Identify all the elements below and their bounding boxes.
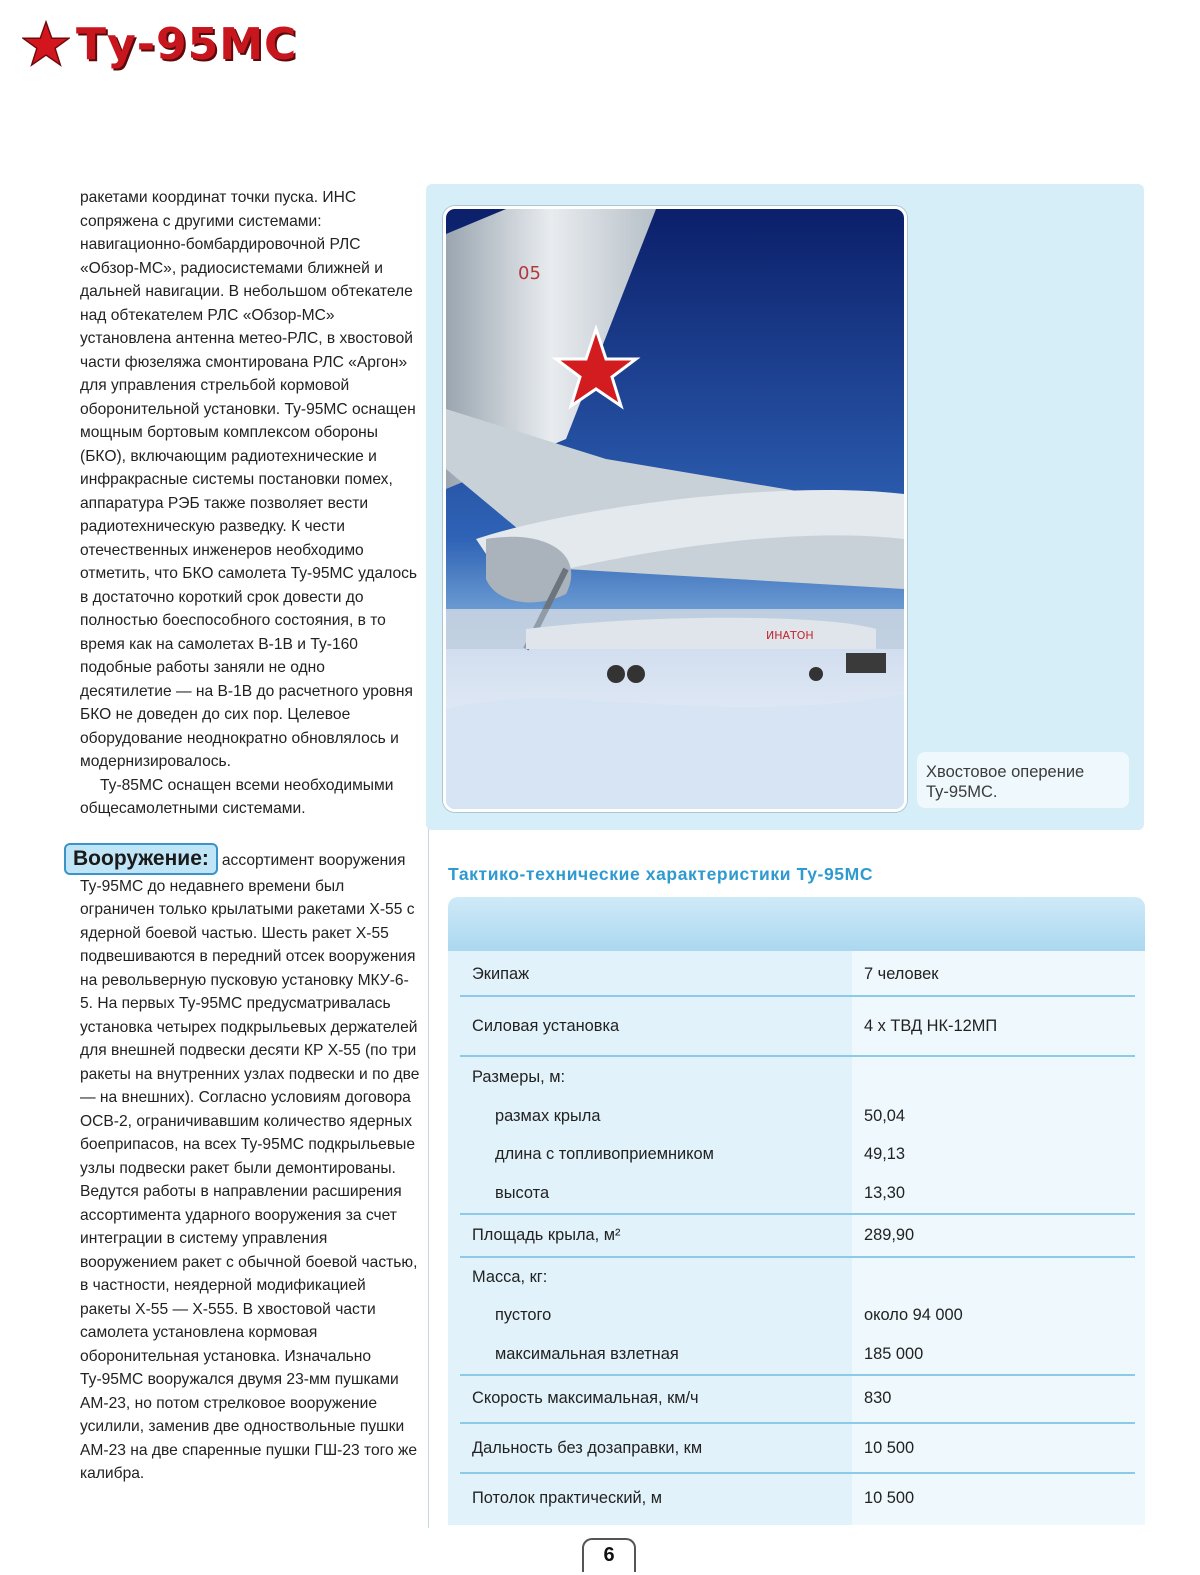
page-number: 6 <box>582 1538 636 1572</box>
row-divider <box>460 1374 1135 1376</box>
row-divider <box>460 1422 1135 1424</box>
fuselage-lettering: ИНАТОН <box>766 629 814 642</box>
armament-heading: Вооружение: <box>64 843 218 875</box>
column-divider <box>428 828 429 1528</box>
spec-row: Экипаж 7 человек <box>472 965 939 983</box>
spec-row: высота 13,30 <box>495 1184 906 1202</box>
aircraft-tail-photo <box>443 206 907 812</box>
spec-row: Дальность без дозаправки, км 10 500 <box>472 1439 915 1457</box>
row-divider <box>460 1472 1135 1474</box>
spec-row: длина с топливоприемником 49,13 <box>495 1145 906 1163</box>
row-divider <box>460 1055 1135 1057</box>
spec-row: Силовая установка 4 x ТВД НК-12МП <box>472 1017 998 1035</box>
article-text-column <box>73 186 420 1486</box>
article-paragraph: Ту-85МС оснащен всеми необходимыми общесамолетными системами. <box>80 776 394 817</box>
specs-table-header <box>448 897 1145 953</box>
armament-section <box>73 843 420 1486</box>
tail-number: 05 <box>518 263 541 284</box>
photo-caption: Хвостовое оперение Ту-95МС. <box>917 752 1129 808</box>
spec-row: Масса, кг: <box>472 1268 548 1286</box>
row-divider <box>460 995 1135 997</box>
spec-row: Скорость максимальная, км/ч 830 <box>472 1389 892 1407</box>
page-header <box>22 14 297 74</box>
armament-text: ассортимент вооружения Ту-95МС до недавнего времени был ограничен только крылатыми ракетами Х-55 с ядерной боевой частью. Шесть ракет Х-55 подвешиваются в передний отсек вооружения на револьверную пусковую установку МКУ-6-5. На первых Ту-95МС предусматривалась установка четырех подкрыльевых держателей для внешней подвески десяти КР Х-55 (по три ракеты на внутренних узлах подвески и по две — на внешних). Согласно условиям договора ОСВ-2, ограничивавшим количество ядерных боеприпасов, на всех Ту-95МС подкрыльевые узлы подвески ракет были демонтированы. Ведутся работы в направлении расширения ассортимента ударного вооружения за счет интеграции в систему управления вооружением ракет с обычной боевой частью, в частности, неядерной модификацией ракеты Х-55 — Х-555. В хвостовой части самолета установлена кормовая оборонительная установка. Изначально Ту-95МС вооружался двумя 23-мм пушками АМ-23, но потом стрелковое вооружение усилили, заменив две одноствольные пушки АМ-23 на две спаренные пушки ГШ-23 того же калибра. <box>80 851 420 1482</box>
article-paragraph: ракетами координат точки пуска. ИНС сопряжена с другими системами: навигационно-бомбардировочной РЛС «Обзор-МС», радиосистемами ближней и дальней навигации. В небольшом обтекателе над обтекателем РЛС «Обзор-МС» установлена антенна метео-РЛС, в хвостовой части фюзеляжа смонтирована РЛС «Аргон» для управления стрельбой кормовой оборонительной установки. Ту-95МС оснащен мощным бортовым комплексом обороны (БКО), включающим радиотехнические и инфракрасные системы постановки помех, аппаратура РЭБ также позволяет вести радиотехническую разведку. К чести отечественных инженеров необходимо отметить, что БКО самолета Ту-95МС удалось в достаточно короткий срок довести до полностью боеспособного состояния, в то время как на самолетах В-1В и Ту-160 подобные работы заняли не одно десятилетие — на В-1В до расчетного уровня БКО не доведен до сих пор. Целевое оборудование неоднократно обновлялось и модернизировалось. <box>80 189 418 770</box>
spec-row: Размеры, м: <box>472 1068 566 1086</box>
specs-title: Тактико-технические характеристики Ту-95МС <box>448 864 874 884</box>
spec-row: Потолок практический, м 10 500 <box>472 1489 915 1507</box>
page-title: Ту-95МС <box>76 18 298 70</box>
spec-row: максимальная взлетная 185 000 <box>495 1345 924 1363</box>
spec-row: размах крыла 50,04 <box>495 1107 906 1125</box>
red-star-icon <box>22 20 70 68</box>
spec-row: Площадь крыла, м² 289,90 <box>472 1226 915 1244</box>
spec-row: пустого около 94 000 <box>495 1306 963 1324</box>
row-divider <box>460 1256 1135 1258</box>
row-divider <box>460 1213 1135 1215</box>
